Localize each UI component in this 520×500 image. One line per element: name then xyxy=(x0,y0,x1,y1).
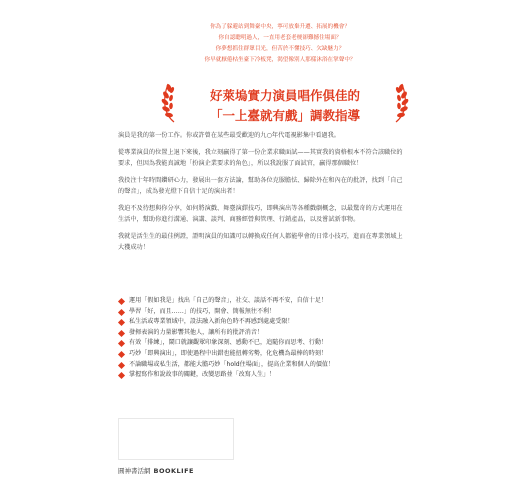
footer-box xyxy=(118,418,234,460)
question-line: 你早就厭倦枯坐臺下冷板凳，渴望像別人那樣沐浴在掌聲中？ xyxy=(204,57,356,63)
question-line: 你為了躲避站到舞臺中央，寧可放棄升遷、拓展的機會？ xyxy=(210,24,350,30)
laurel-right-icon xyxy=(392,80,410,124)
paragraph: 從專業演員的位置上退下來後，我立刻贏得了第一份企業求職面試——其實我的資格根本不符合該職位的要求，但因為我能真誠地「扮演企業要求的角色」，所以我說服了面試官，贏得那個職位！ xyxy=(118,149,403,167)
bullet-item xyxy=(118,296,408,307)
bullet-item xyxy=(118,349,408,360)
bullet-list xyxy=(118,296,408,381)
paragraph: 我投注十年時間鑽研心力，發展出一套方法論，幫助各位克服膽怯、歸除外在和內在的批評，找到「自己的聲音」，成為發光燈下自信十足的演出者！ xyxy=(118,177,403,195)
publisher-name: 圓神書活網 xyxy=(118,467,151,475)
bullet-item xyxy=(118,370,408,381)
question-line: 你夢想抓住群眾目光，但苦於不懂技巧、欠缺魅力？ xyxy=(215,46,345,52)
paragraph: 我迫不及待想與你分享，如何將演戲、舞臺演繹技巧，即興演出等各種戲劇概念，以最驚奇的方式運用在生活中，幫助你進行溝通、演講、談判、商務經營與管理、行銷產品，以及嘗試新事物。 xyxy=(118,205,403,223)
bullet-text: 發揮表演的力量影響其他人，讓所有的批評消音！ xyxy=(129,328,264,336)
diamond-icon xyxy=(118,330,125,337)
diamond-icon xyxy=(118,362,125,369)
bullet-text: 有效「排練」，鬧口就讓觀眾印象深刻、感動不已，追隨你而思考、行動！ xyxy=(129,339,328,347)
publisher-logo xyxy=(118,466,194,475)
paragraph: 我就是活生生的最佳例證，證明演員的知識可以轉換成任何人都能學會的日常小技巧，進而在專業領域上大獲成功！ xyxy=(118,233,403,251)
diamond-icon xyxy=(118,340,125,347)
bullet-item xyxy=(118,328,408,339)
bullet-text: 不論職場或私生活，都能大膽巧妙「hold住場面」，提高企業和個人的價值！ xyxy=(129,360,335,368)
diamond-icon xyxy=(118,298,125,305)
body-text xyxy=(118,130,408,259)
bullet-text: 巧妙「即興演出」，即使過程中出錯也能扭轉劣勢，化危機為最棒的時刻！ xyxy=(129,349,328,357)
diamond-icon xyxy=(118,319,125,326)
paragraph: 演員是我的第一份工作。你或許曾在某些最受歡迎的九○年代電視影集中看過我。 xyxy=(118,132,340,139)
diamond-icon xyxy=(118,351,125,358)
bullet-item xyxy=(118,307,408,318)
top-questions xyxy=(150,22,410,66)
diamond-icon xyxy=(118,372,125,379)
diamond-icon xyxy=(118,309,125,316)
bullet-item xyxy=(118,360,408,371)
heading-block xyxy=(150,78,420,134)
bullet-item xyxy=(118,338,408,349)
bullet-item xyxy=(118,317,408,328)
question-line: 你自認聰明過人，一直用老套老梗卻難撼住場面？ xyxy=(218,35,342,41)
heading-line-1: 好萊塢實力演員唱作俱佳的 xyxy=(209,88,360,103)
bullet-text: 掌握寫作和說故事的關鍵，改變思路並「改寫人生」！ xyxy=(129,371,276,379)
bullet-text: 私生活或專業領域中，設法融入新角色時不再感到處處受限！ xyxy=(129,318,294,326)
heading-line-2: 「一上臺就有戲」調教指導 xyxy=(209,108,360,123)
publisher-brand: BOOKLIFE xyxy=(153,467,194,475)
bullet-text: 學習「好，而且……」的技巧，開會、簡報無往不利！ xyxy=(129,307,276,315)
bullet-text: 運用「假如我是」找出「自己的聲音」，社交、談話不再不安，自信十足！ xyxy=(129,297,328,304)
